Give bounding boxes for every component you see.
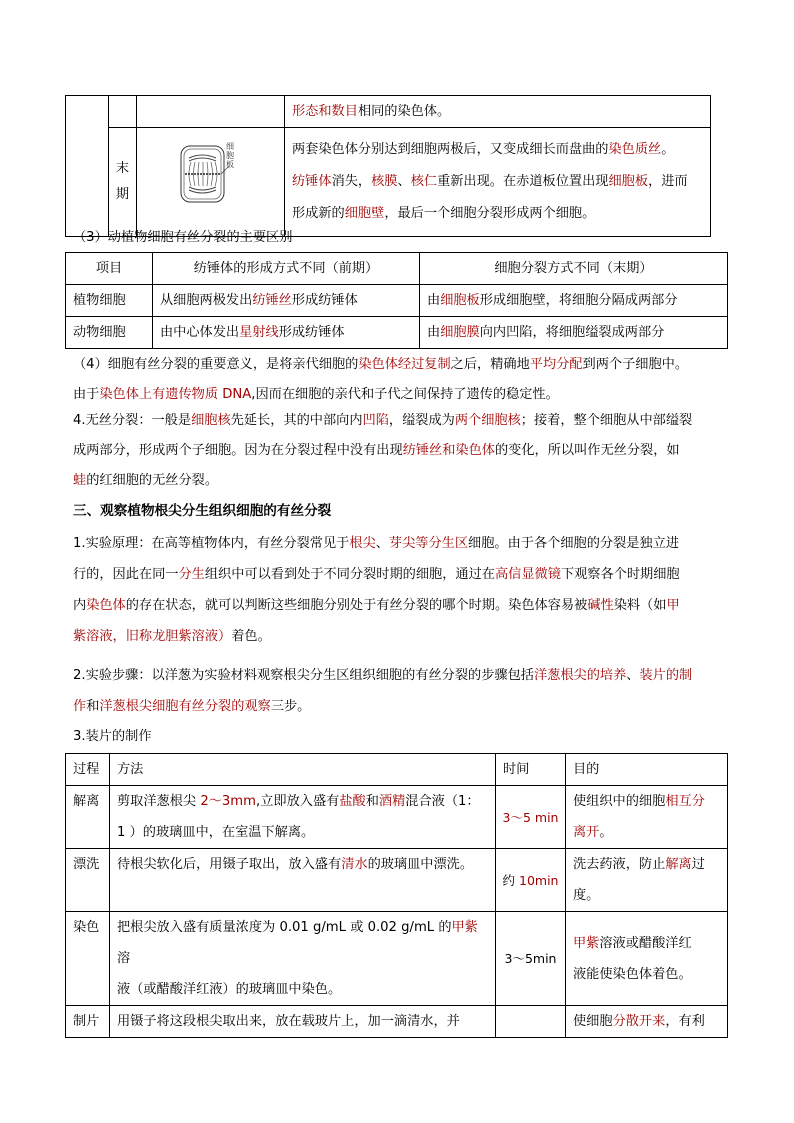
header-division: 细胞分裂方式不同（末期） [420,253,728,285]
method-stain: 把根尖放入盛有质量浓度为 0.01 g/mL 或 0.02 g/mL 的甲紫溶 液（或醋酸洋红液）的玻璃皿中染色。 [110,912,496,1006]
header-method: 方法 [110,754,496,786]
plant-division: 由细胞板形成细胞壁，将细胞分隔成两部分 [420,285,728,317]
process-stain: 染色 [66,912,110,1006]
time-mount [496,1006,566,1038]
blank-cell [109,96,137,128]
cell-plate-label: 细胞板 [226,142,234,169]
section-title: 三、观察植物根尖分生组织细胞的有丝分裂 [73,503,332,519]
method-mount: 用镊子将这段根尖取出来，放在载玻片上，加一滴清水，并 [110,1006,496,1038]
blank-cell [66,96,109,237]
row-label-animal: 动物细胞 [66,317,153,349]
purpose-rinse: 洗去药液，防止解离过 度。 [566,849,728,912]
blank-cell [137,96,285,128]
plant-animal-comparison-table [65,252,728,349]
purpose-stain: 甲紫溶液或醋酸洋红 液能使染色体着色。 [566,912,728,1006]
slide-prep-table [65,753,728,1038]
steps-paragraph: 2.实验步骤：以洋葱为实验材料观察根尖分生区组织细胞的有丝分裂的步骤包括洋葱根尖的培养、装片的制 作和洋葱根尖细胞有丝分裂的观察三步。 [73,668,693,714]
header-time: 时间 [496,754,566,786]
purpose-dissociation: 使组织中的细胞相互分 离开。 [566,786,728,849]
telophase-cell-diagram [137,128,284,224]
row-label-plant: 植物细胞 [66,285,153,317]
telophase-text: 两套染色体分别达到细胞两极后，又变成细长而盘曲的染色质丝。 纺锤体消失，核膜、核仁重新出现。在赤道板位置出现细胞板，进而 形成新的细胞壁，最后一个细胞分裂形成两个细胞。 [285,128,711,237]
stage-label: 末 期 [109,128,137,237]
prep-heading: 3.装片的制作 [73,729,152,744]
header-process: 过程 [66,754,110,786]
animal-spindle: 由中心体发出星射线形成纺锤体 [153,317,420,349]
process-dissociation: 解离 [66,786,110,849]
section3-heading: （3）动植物细胞有丝分裂的主要区别 [73,230,293,245]
plant-spindle: 从细胞两极发出纺锤丝形成纺锤体 [153,285,420,317]
animal-division: 由细胞膜向内凹陷，将细胞缢裂成两部分 [420,317,728,349]
header-purpose: 目的 [566,754,728,786]
process-rinse: 漂洗 [66,849,110,912]
method-dissociation: 剪取洋葱根尖 2～3mm,立即放入盛有盐酸和酒精混合液（1： 1 ）的玻璃皿中，在室温下解离。 [110,786,496,849]
purpose-mount: 使细胞分散开来，有利 [566,1006,728,1038]
metaphase-text: 形态和数目相同的染色体。 [285,96,711,128]
amitosis-paragraph: 4.无丝分裂：一般是细胞核先延长，其的中部向内凹陷，缢裂成为两个细胞核；接着，整个细胞从中部缢裂 成两部分，形成两个子细胞。因为在分裂过程中没有出现纺锤丝和染色体的变化，所以叫作无丝分裂，如 蛙的红细胞的无丝分裂。 [73,413,693,488]
time-rinse: 约 10min [496,849,566,912]
mitosis-stage-table [65,95,711,237]
header-spindle: 纺锤体的形成方式不同（前期） [153,253,420,285]
time-dissociation: 3～5 min [496,786,566,849]
header-item: 项目 [66,253,153,285]
significance-paragraph: （4）细胞有丝分裂的重要意义，是将亲代细胞的染色体经过复制之后，精确地平均分配到两个子细胞中。 由于染色体上有遗传物质 DNA,因而在细胞的亲代和子代之间保持了遗传的稳定性。 [73,357,689,402]
process-mount: 制片 [66,1006,110,1038]
telophase-diagram-cell [137,128,285,237]
principle-paragraph: 1.实验原理：在高等植物体内，有丝分裂常见于根尖、芽尖等分生区细胞。由于各个细胞的分裂是独立进 行的，因此在同一分生组织中可以看到处于不同分裂时期的细胞，通过在高信显微镜下观察各个时期细胞 内染色体的存在状态，就可以判断这些细胞分别处于有丝分裂的哪个时期。染色体容易被碱性染料（如甲 紫溶液，旧称龙胆紫溶液）着色。 [73,536,680,644]
time-stain: 3～5min [496,912,566,1006]
method-rinse: 待根尖软化后，用镊子取出，放入盛有清水的玻璃皿中漂洗。 [110,849,496,912]
